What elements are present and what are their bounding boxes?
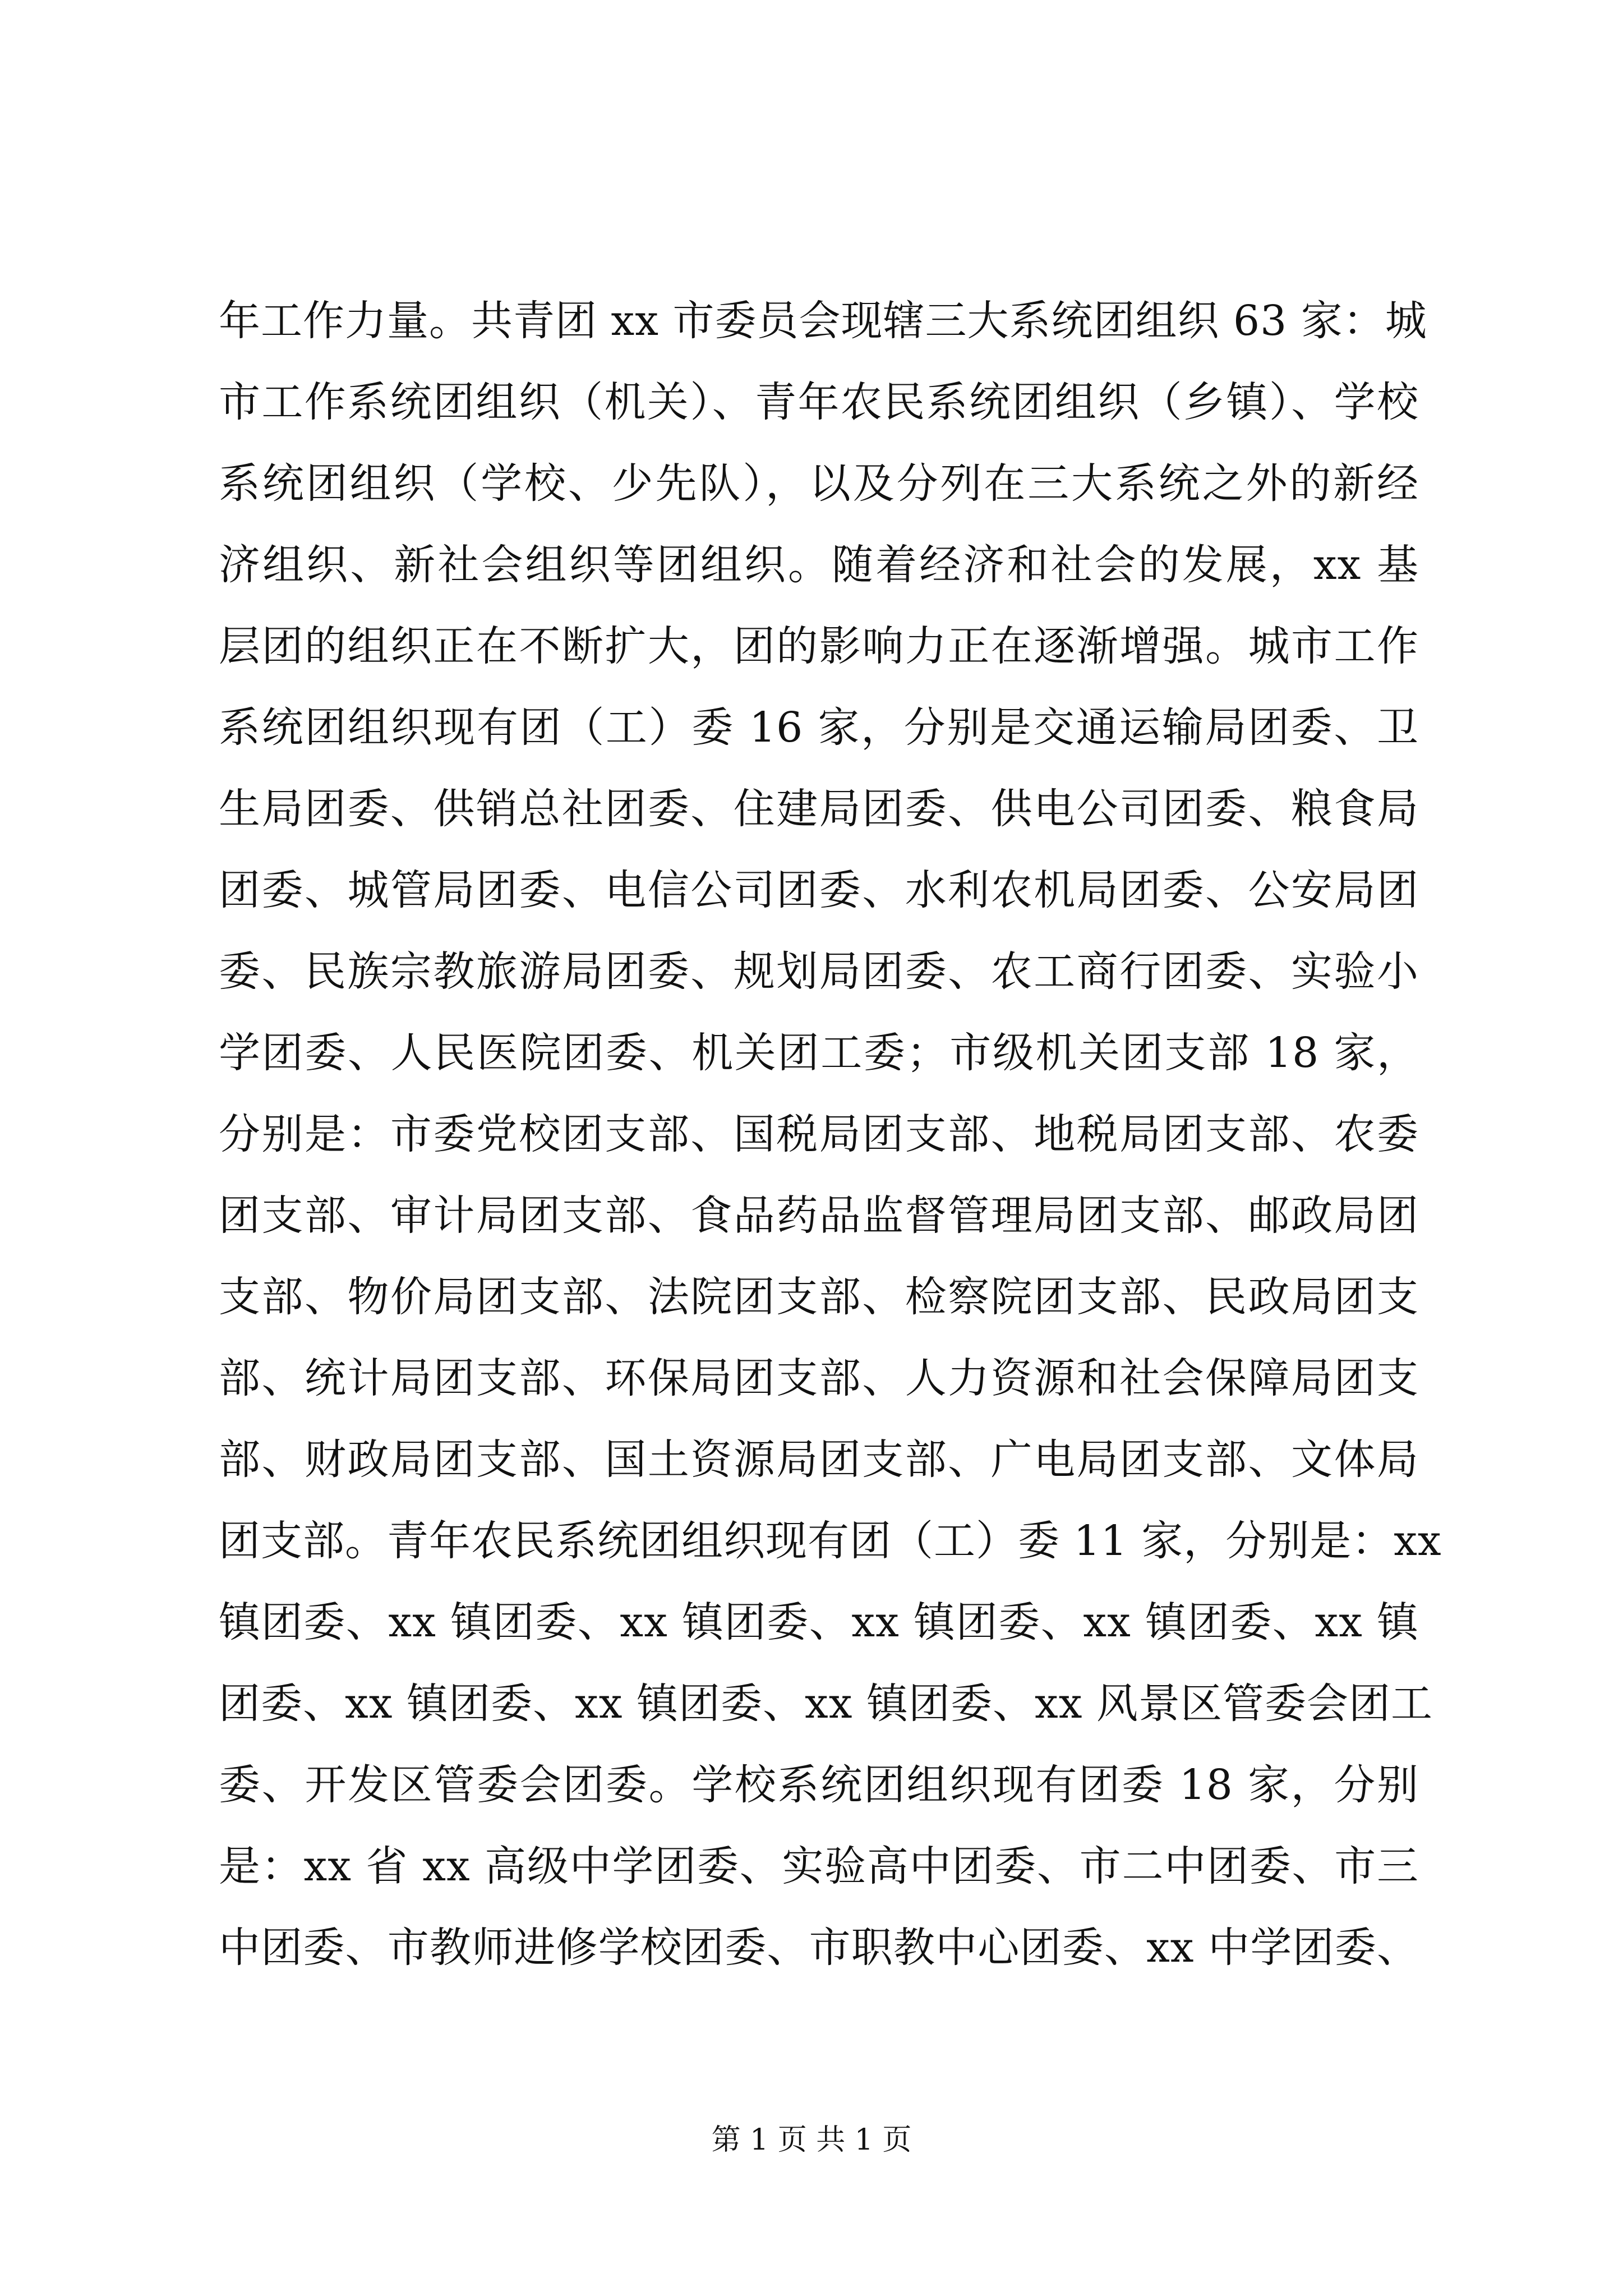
text-line: 团支部。青年农民系统团组织现有团（工）委 11 家，分别是：xx: [219, 1517, 1442, 1565]
text-line: 委、民族宗教旅游局团委、规划局团委、农工商行团委、实验小: [219, 947, 1419, 996]
text-line: 济组织、新社会组织等团组织。随着经济和社会的发展，xx 基: [219, 541, 1419, 589]
text-line: 系统团组织（学校、少先队），以及分列在三大系统之外的新经: [219, 459, 1419, 508]
page-number-label: 第 1 页 共 1 页: [711, 2123, 912, 2157]
text-line: 团支部、审计局团支部、食品药品监督管理局团支部、邮政局团: [219, 1191, 1419, 1240]
text-line: 中团委、市教师进修学校团委、市职教中心团委、xx 中学团委、: [219, 1924, 1419, 1972]
text-line: 支部、物价局团支部、法院团支部、检察院团支部、民政局团支: [219, 1273, 1419, 1321]
text-line: 分别是：市委党校团支部、国税局团支部、地税局团支部、农委: [219, 1110, 1419, 1158]
text-line: 学团委、人民医院团委、机关团工委；市级机关团支部 18 家，: [219, 1029, 1419, 1077]
text-line: 团委、城管局团委、电信公司团委、水利农机局团委、公安局团: [219, 866, 1419, 914]
text-line: 系统团组织现有团（工）委 16 家，分别是交通运输局团委、卫: [219, 703, 1419, 752]
text-line: 年工作力量。共青团 xx 市委员会现辖三大系统团组织 63 家：城: [219, 297, 1427, 345]
text-line: 部、统计局团支部、环保局团支部、人力资源和社会保障局团支: [219, 1354, 1419, 1402]
text-line: 团委、xx 镇团委、xx 镇团委、xx 镇团委、xx 风景区管委会团工: [219, 1680, 1433, 1728]
text-line: 部、财政局团支部、国土资源局团支部、广电局团支部、文体局: [219, 1435, 1419, 1484]
text-line: 市工作系统团组织（机关）、青年农民系统团组织（乡镇）、学校: [219, 378, 1419, 426]
text-line: 生局团委、供销总社团委、住建局团委、供电公司团委、粮食局: [219, 785, 1419, 833]
text-line: 是：xx 省 xx 高级中学团委、实验高中团委、市二中团委、市三: [219, 1842, 1419, 1890]
page-footer: [0, 2120, 1623, 2160]
text-line: 镇团委、xx 镇团委、xx 镇团委、xx 镇团委、xx 镇团委、xx 镇: [219, 1598, 1419, 1646]
text-line: 层团的组织正在不断扩大，团的影响力正在逐渐增强。城市工作: [219, 622, 1419, 670]
body-text: [219, 280, 1442, 1989]
text-line: 委、开发区管委会团委。学校系统团组织现有团委 18 家，分别: [219, 1761, 1419, 1809]
